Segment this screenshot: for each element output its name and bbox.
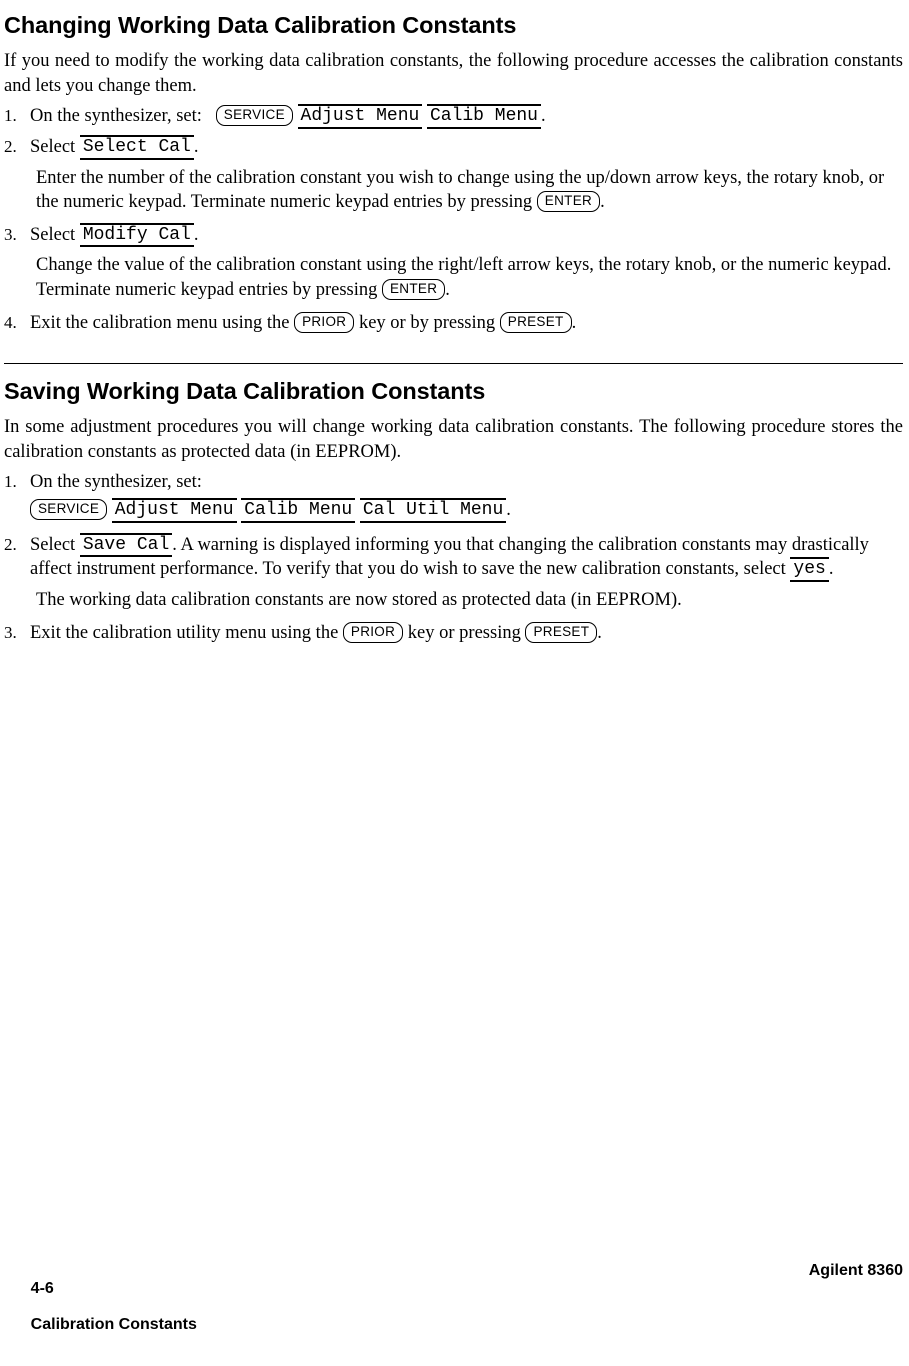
step-number: 4. xyxy=(4,312,17,332)
step-key-sequence xyxy=(30,498,903,523)
page-number: 4-6 xyxy=(30,1280,54,1297)
step-text-part-a: Exit the calibration menu using the xyxy=(30,312,290,333)
step-lead-text: On the synthesizer, set: xyxy=(30,106,202,127)
footer-product-name: Agilent 8360 xyxy=(808,1262,903,1279)
step-text xyxy=(30,470,903,522)
step-text xyxy=(30,135,903,160)
hardkey-preset[interactable]: PRESET xyxy=(500,312,572,333)
step-number: 1. xyxy=(4,106,17,126)
footer-chapter-title: Calibration Constants xyxy=(30,1316,197,1333)
step-trailing-punctuation: . xyxy=(193,136,199,157)
step-number: 2. xyxy=(4,534,17,554)
step-text xyxy=(30,621,903,646)
section-2-step-2-paragraph: The working data calibration constants are now stored as protected data (in EEPROM). xyxy=(36,590,682,611)
softkey-yes[interactable]: yes xyxy=(790,557,828,582)
section-1-step-2 xyxy=(4,135,903,160)
step-lead-text: Select xyxy=(30,136,76,157)
step-number: 3. xyxy=(4,622,17,642)
step-trailing-punctuation: . xyxy=(541,106,546,127)
step-lead-text: Select xyxy=(30,224,76,245)
step-text-part-b: key or by pressing xyxy=(358,312,496,333)
step-text-part-c: . xyxy=(571,312,577,333)
section-2-step-2 xyxy=(4,533,903,582)
section-1-step-4 xyxy=(4,311,903,336)
paragraph-end-punctuation: . xyxy=(600,192,605,213)
softkey-save-cal[interactable]: Save Cal xyxy=(80,533,172,558)
step-number: 3. xyxy=(4,224,17,244)
section-1-title: Changing Working Data Calibration Constants xyxy=(4,12,517,38)
section-divider xyxy=(4,363,903,364)
step-text xyxy=(30,223,903,248)
hardkey-prior[interactable]: PRIOR xyxy=(294,312,354,333)
footer-spacer xyxy=(31,1298,44,1315)
softkey-modify-cal[interactable]: Modify Cal xyxy=(80,223,194,248)
section-1-step-1 xyxy=(4,104,903,129)
step-number: 1. xyxy=(4,472,17,492)
step-trailing-punctuation: . xyxy=(506,500,511,521)
step-lead-text: Select xyxy=(30,534,76,555)
section-2-step-3 xyxy=(4,621,903,646)
softkey-calib-menu[interactable]: Calib Menu xyxy=(427,104,541,129)
softkey-cal-util-menu[interactable]: Cal Util Menu xyxy=(360,498,506,523)
step-text-part-b: key or pressing xyxy=(407,622,521,643)
softkey-adjust-menu[interactable]: Adjust Menu xyxy=(298,104,423,129)
hardkey-preset[interactable]: PRESET xyxy=(525,622,597,643)
page-footer xyxy=(4,1262,903,1352)
step-text xyxy=(30,104,903,129)
step-text xyxy=(30,311,903,336)
paragraph-text: Enter the number of the calibration constant you wish to change using the up/down arrow keys, the rotary knob, or the numeric keypad. Terminate numeric keypad entries by pressing xyxy=(36,167,885,213)
paragraph-end-punctuation: . xyxy=(445,280,450,301)
section-2-step-1 xyxy=(4,470,903,522)
section-1-step-3-paragraph xyxy=(36,253,903,302)
hardkey-service[interactable]: SERVICE xyxy=(216,105,293,126)
paragraph-text: Change the value of the calibration constant using the right/left arrow keys, the rotary knob, or the numeric keypad. Terminate numeric keypad entries by pressing xyxy=(36,255,892,301)
section-1-step-2-paragraph xyxy=(36,166,903,215)
section-2-intro: In some adjustment procedures you will change working data calibration constants. The following procedure stores the calibration constants as protected data (in EEPROM). xyxy=(4,417,903,462)
softkey-select-cal[interactable]: Select Cal xyxy=(80,135,194,160)
section-2-title: Saving Working Data Calibration Constants xyxy=(4,378,486,405)
hardkey-service[interactable]: SERVICE xyxy=(30,499,107,520)
step-text-part-a: . A warning is displayed informing you that changing the calibration constants may drastically affect instrument performance. To verify that you do wish to save the new calibration constants, select xyxy=(30,534,869,580)
section-1-intro: If you need to modify the working data calibration constants, the following procedure accesses the calibration constants and lets you change them. xyxy=(4,51,903,96)
hardkey-prior[interactable]: PRIOR xyxy=(343,622,403,643)
softkey-calib-menu[interactable]: Calib Menu xyxy=(241,498,355,523)
step-text-part-a: Exit the calibration utility menu using the xyxy=(30,622,339,643)
step-text-part-c: . xyxy=(597,622,602,643)
footer-left-group xyxy=(4,1262,197,1352)
step-text xyxy=(30,533,903,582)
hardkey-enter[interactable]: ENTER xyxy=(382,279,445,300)
hardkey-enter[interactable]: ENTER xyxy=(537,191,600,212)
step-lead-line: On the synthesizer, set: xyxy=(30,472,202,493)
step-number: 2. xyxy=(4,136,17,156)
step-text-part-b: . xyxy=(828,559,834,580)
softkey-adjust-menu[interactable]: Adjust Menu xyxy=(112,498,237,523)
step-trailing-punctuation: . xyxy=(193,224,199,245)
section-1-step-3 xyxy=(4,223,903,248)
